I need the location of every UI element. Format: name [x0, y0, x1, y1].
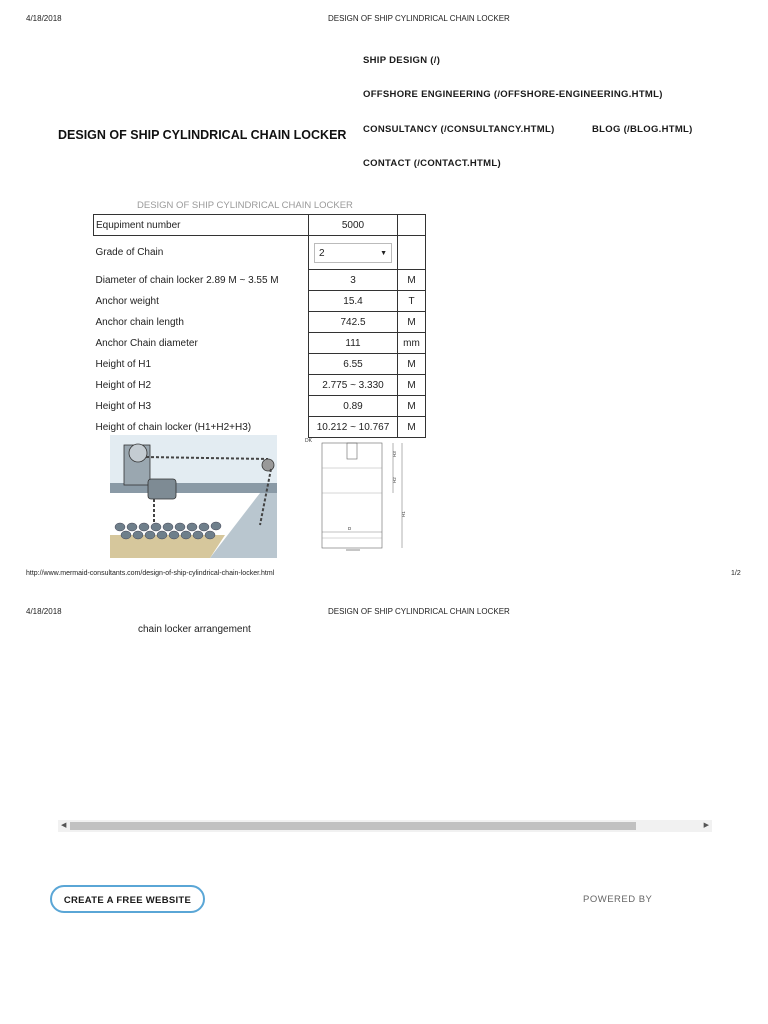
row-unit: [398, 236, 426, 270]
grade-select-value: 2: [319, 247, 325, 259]
table-row: [94, 312, 426, 333]
row-label: Height of chain locker (H1+H2+H3): [95, 421, 252, 433]
page-number: 1/2: [731, 570, 741, 577]
print-header-title: DESIGN OF SHIP CYLINDRICAL CHAIN LOCKER: [328, 14, 510, 23]
row-label: Equpiment number: [94, 215, 309, 236]
h2-label: H2: [392, 477, 397, 483]
row-unit: M: [398, 312, 426, 333]
image-caption: chain locker arrangement: [138, 624, 251, 635]
row-value: 6.55: [309, 354, 398, 375]
calculator-table: [93, 214, 426, 438]
row-label: Height of H3: [95, 400, 152, 412]
scroll-right-icon[interactable]: ▶: [703, 822, 709, 829]
scrollbar-thumb[interactable]: [70, 822, 636, 830]
row-label: Height of H2: [95, 379, 152, 391]
horizontal-scrollbar[interactable]: [58, 820, 712, 832]
row-value: 111: [309, 333, 398, 354]
site-title[interactable]: DESIGN OF SHIP CYLINDRICAL CHAIN LOCKER: [58, 128, 347, 142]
row-value: 2.775 ~ 3.330: [309, 375, 398, 396]
row-label: Diameter of chain locker 2.89 M ~ 3.55 M: [95, 274, 279, 286]
row-label: Grade of Chain: [95, 247, 164, 259]
table-row: [94, 291, 426, 312]
nav-offshore-engineering[interactable]: OFFSHORE ENGINEERING (/OFFSHORE-ENGINEERING.HTML): [363, 89, 663, 100]
table-row: [94, 354, 426, 375]
equipment-number-input[interactable]: 5000: [309, 215, 398, 236]
row-value: 0.89: [309, 396, 398, 417]
nav-ship-design[interactable]: SHIP DESIGN (/): [363, 55, 441, 66]
h1-label: H1: [401, 511, 406, 517]
row-value: 742.5: [309, 312, 398, 333]
grade-cell: [309, 236, 398, 270]
row-unit: M: [398, 354, 426, 375]
nav-contact[interactable]: CONTACT (/CONTACT.HTML): [363, 158, 501, 169]
grade-of-chain-select[interactable]: [314, 243, 392, 263]
row-value: 10.212 ~ 10.767: [309, 417, 398, 438]
table-row: [94, 270, 426, 291]
chain-locker-dimension-drawing: [305, 435, 410, 558]
h3-label: H3: [392, 451, 397, 457]
footer-url[interactable]: http://www.mermaid-consultants.com/design-of-ship-cylindrical-chain-locker.html: [26, 570, 275, 577]
calculator-caption: DESIGN OF SHIP CYLINDRICAL CHAIN LOCKER: [137, 200, 353, 211]
row-unit: M: [398, 396, 426, 417]
row-unit: M: [398, 417, 426, 438]
nav-consultancy[interactable]: CONSULTANCY (/CONSULTANCY.HTML): [363, 124, 555, 135]
table-row: [94, 333, 426, 354]
row-unit: M: [398, 375, 426, 396]
diameter-input[interactable]: 3: [309, 270, 398, 291]
create-free-website-button[interactable]: CREATE A FREE WEBSITE: [50, 885, 205, 913]
print-date: 4/18/2018: [26, 14, 62, 23]
row-unit: mm: [398, 333, 426, 354]
d-label: D: [348, 526, 352, 531]
table-row: [94, 215, 426, 236]
row-unit: [398, 215, 426, 236]
print-date: 4/18/2018: [26, 607, 62, 616]
dropdown-arrow-icon: ▼: [380, 249, 387, 257]
scroll-left-icon[interactable]: ◀: [61, 822, 67, 829]
dk-label: DK: [305, 438, 312, 444]
row-unit: M: [398, 270, 426, 291]
table-row: [94, 396, 426, 417]
row-value: 15.4: [309, 291, 398, 312]
row-label: Anchor weight: [95, 295, 159, 307]
windlass-illustration: [110, 435, 277, 558]
powered-by-text[interactable]: POWERED BY: [583, 894, 653, 905]
print-header-title: DESIGN OF SHIP CYLINDRICAL CHAIN LOCKER: [328, 607, 510, 616]
table-row: [94, 375, 426, 396]
table-row: [94, 236, 426, 270]
row-label: Anchor chain length: [95, 316, 184, 328]
row-label: Height of H1: [95, 358, 152, 370]
row-label: Anchor Chain diameter: [95, 337, 198, 349]
nav-blog[interactable]: BLOG (/BLOG.HTML): [592, 124, 693, 135]
row-unit: T: [398, 291, 426, 312]
